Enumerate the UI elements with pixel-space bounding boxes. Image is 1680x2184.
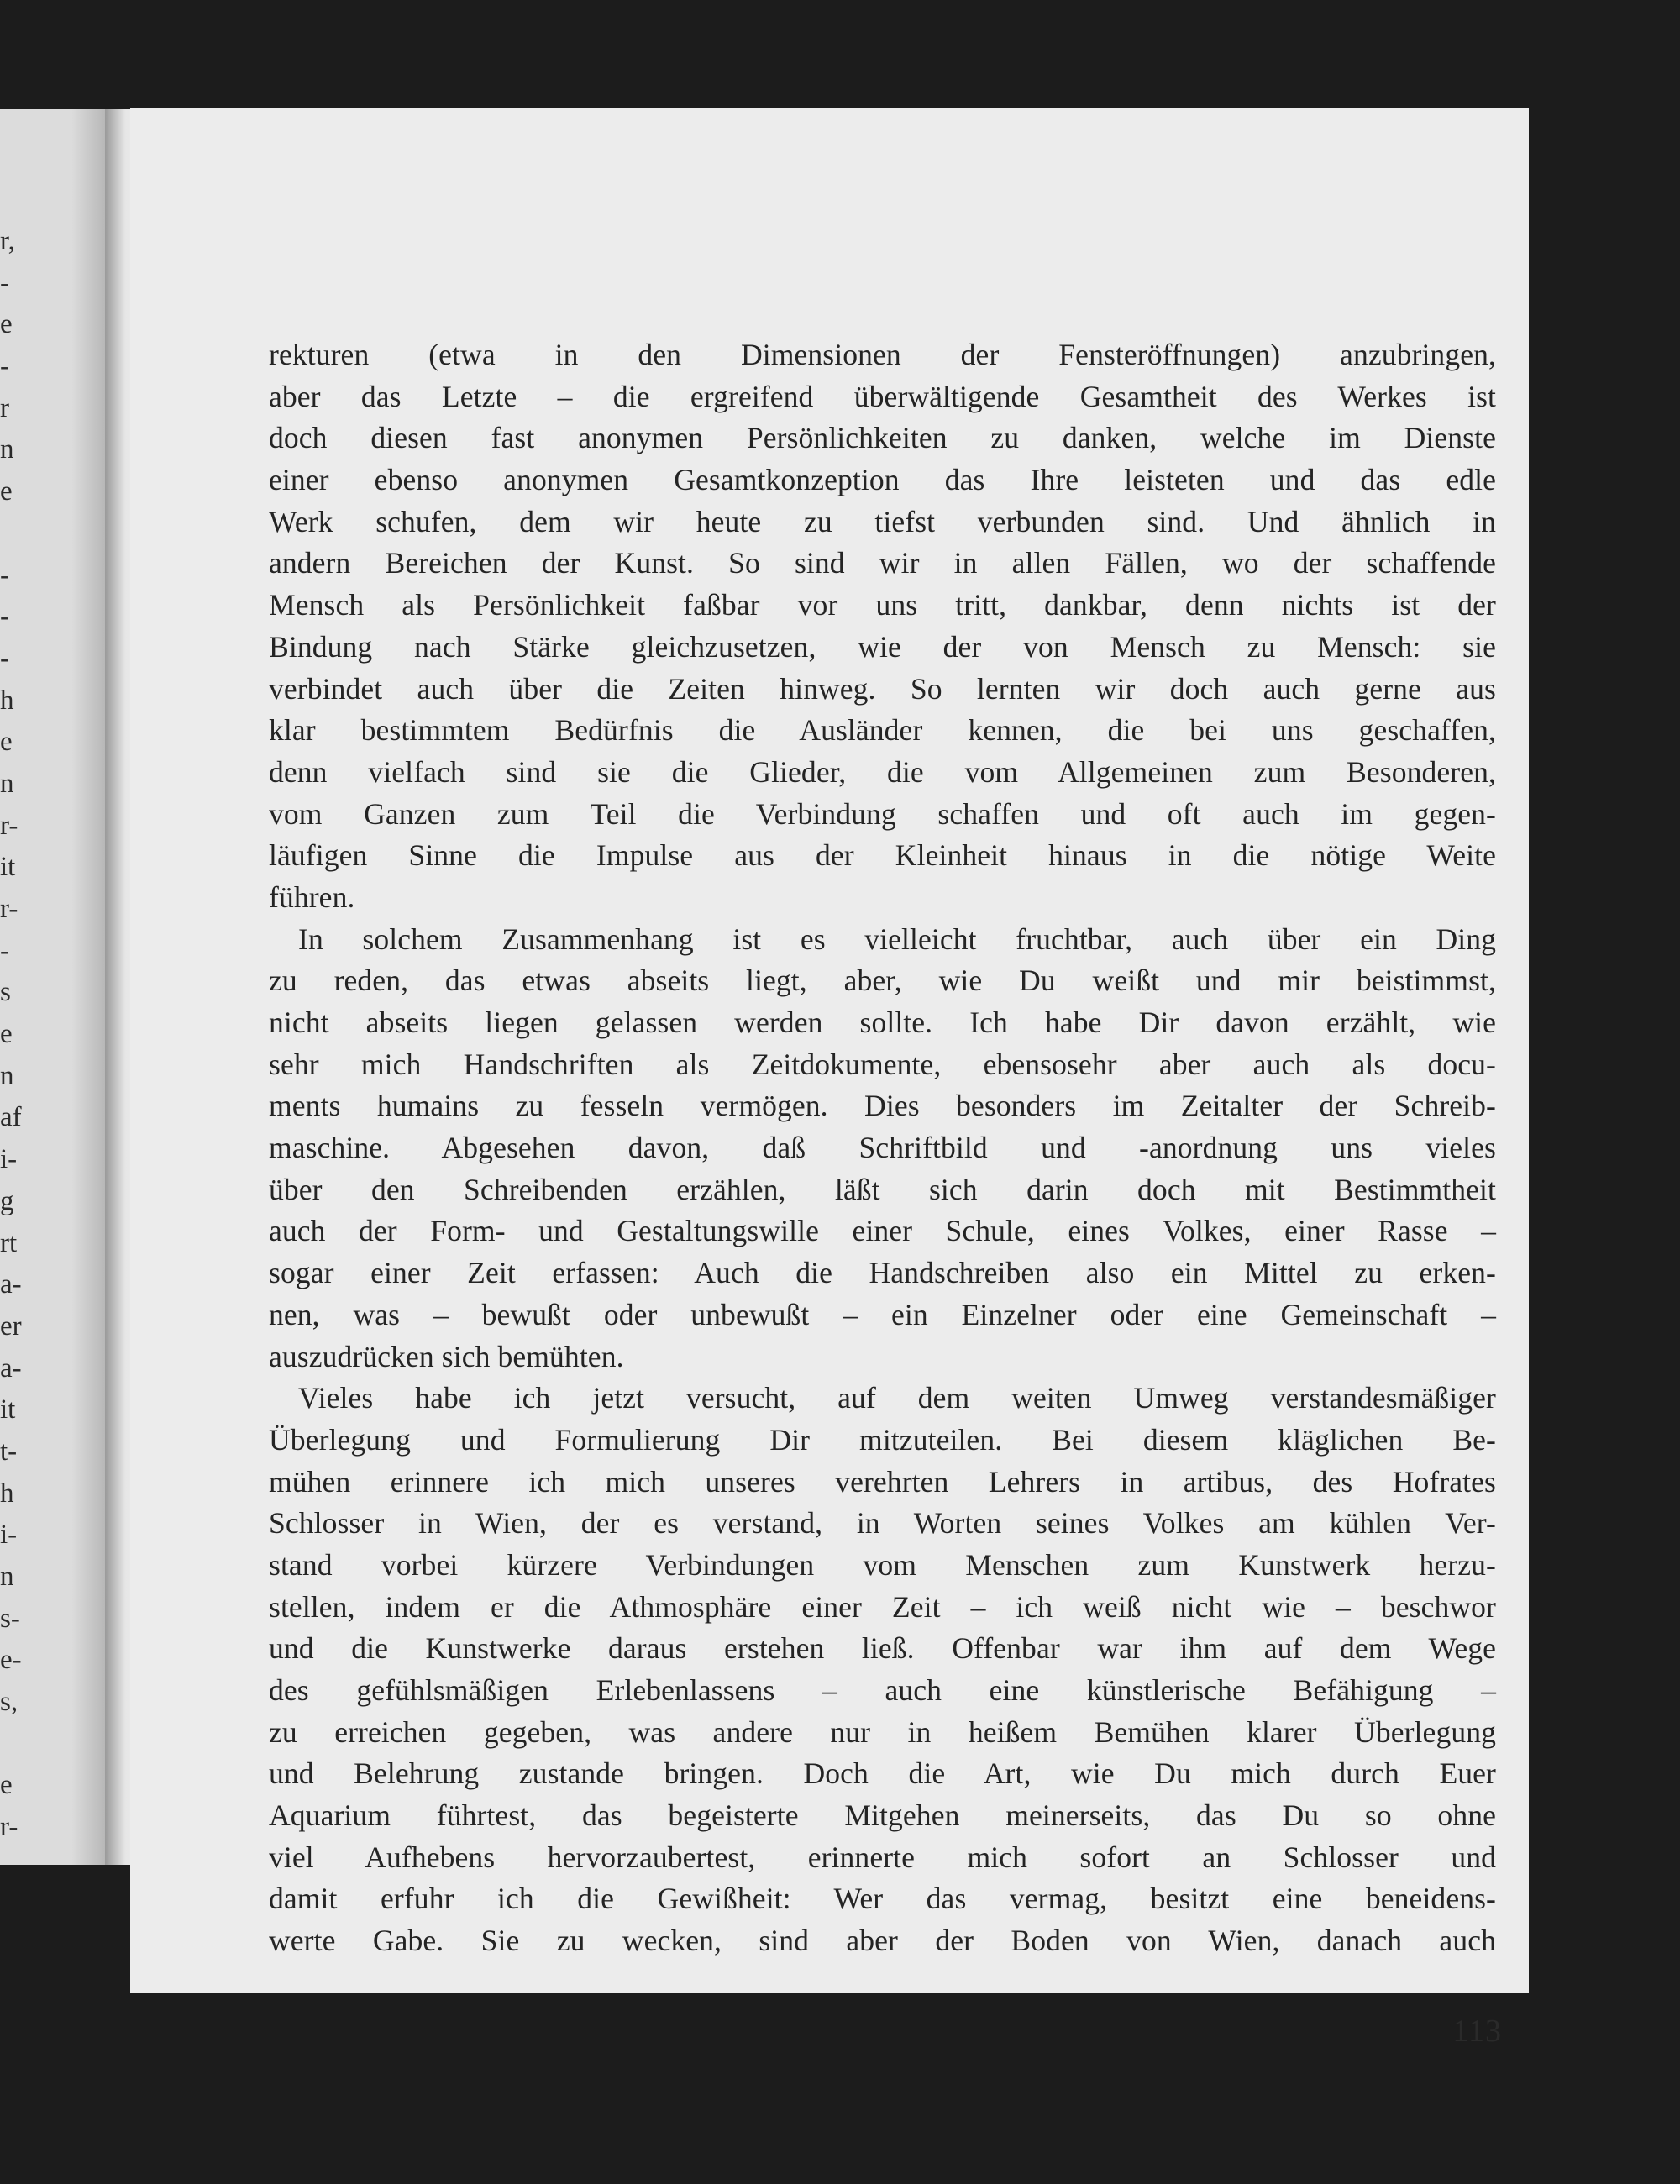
facing-page-fragment [0,1724,25,1766]
facing-page-fragment: s, [0,1687,18,1718]
facing-page-fragment: e [0,727,13,758]
text-line: In solchem Zusammenhang ist es vielleicht fruchtbar, auch über ein Ding [298,921,1496,956]
facing-page-fragment: t- [0,1436,18,1467]
facing-page-fragment: h [0,1478,14,1509]
facing-page-fragment: - [0,601,9,633]
text-line: Mensch als Persönlichkeit faßbar vor uns tritt, dankbar, denn nichts ist der [269,588,1496,622]
text-line: stand vorbei kürzere Verbindungen vom Menschen zum Kunstwerk herzu- [269,1547,1496,1582]
facing-page-fragment: a- [0,1269,22,1300]
text-line: andern Bereichen der Kunst. So sind wir in allen Fällen, wo der schaffende [269,546,1496,580]
facing-page-fragment: af [0,1102,22,1133]
text-line: zu reden, das etwas abseits liegt, aber, wie Du weißt und mir beistimmst, [269,963,1496,998]
facing-page-fragment: r- [0,810,18,841]
facing-page-fragment: n [0,768,14,799]
text-line: und die Kunstwerke daraus erstehen ließ. Offenbar war ihm auf dem Wege [269,1631,1496,1666]
text-line: Schlosser in Wien, der es verstand, in Worten seines Volkes am kühlen Ver- [269,1506,1496,1541]
text-line: sehr mich Handschriften als Zeitdokumente, ebensosehr aber auch als docu- [269,1047,1496,1081]
facing-page-fragment: - [0,559,9,591]
facing-page-fragment: n [0,1562,14,1592]
facing-page-fragment: e [0,1770,13,1801]
text-line: mühen erinnere ich mich unseres verehrten Lehrers in artibus, des Hofrates [269,1464,1496,1499]
text-line: vom Ganzen zum Teil die Verbindung schaffen und oft auch im gegen- [269,796,1496,831]
facing-page-fragment: it [0,1394,16,1425]
text-line: Vieles habe ich jetzt versucht, auf dem weiten Umweg verstandesmäßiger [298,1381,1496,1415]
facing-page-fragment: g [0,1185,14,1216]
text-line: klar bestimmtem Bedürfnis die Ausländer kennen, die bei uns geschaffen, [269,713,1496,748]
page-number: 113 [1452,2013,1502,2049]
facing-page-fragment: r, [0,226,15,256]
text-line: Aquarium führtest, das begeisterte Mitgehen meinerseits, das Du so ohne [269,1798,1496,1833]
text-line: Bindung nach Stärke gleichzusetzen, wie der von Mensch zu Mensch: sie [269,629,1496,664]
text-line: werte Gabe. Sie zu wecken, sind aber der Boden von Wien, danach auch [269,1924,1496,1958]
facing-page-fragment: e- [0,1645,22,1676]
facing-page-text-fragments [0,221,25,1849]
facing-page-fragment [0,513,25,555]
text-line: ments humains zu fesseln vermögen. Dies besonders im Zeitalter der Schreib- [269,1089,1496,1123]
text-line: viel Aufhebens hervorzaubertest, erinnerte mich sofort an Schlosser und [269,1840,1496,1874]
paragraph [269,334,1496,919]
facing-page-fragment: rt [0,1227,18,1258]
text-line: auszudrücken sich bemühten. [269,1339,624,1373]
text-line: und Belehrung zustande bringen. Doch die Art, wie Du mich durch Euer [269,1756,1496,1791]
facing-page-fragment: e [0,476,13,507]
text-line: stellen, indem er die Athmosphäre einer Zeit – ich weiß nicht wie – beschwor [269,1589,1496,1624]
facing-page [0,109,105,1865]
facing-page-fragment: - [0,267,9,298]
facing-page-fragment: s [0,977,11,1008]
text-line: Überlegung und Formulierung Dir mitzuteilen. Bei diesem kläglichen Be- [269,1422,1496,1457]
facing-page-fragment: - [0,935,9,966]
text-line: maschine. Abgesehen davon, daß Schriftbild und -anordnung uns vieles [269,1131,1496,1165]
facing-page-fragment: r- [0,894,18,924]
text-line: auch der Form- und Gestaltungswille einer Schule, eines Volkes, einer Rasse – [269,1214,1496,1248]
facing-page-fragment: - [0,643,9,674]
text-line: Werk schufen, dem wir heute zu tiefst verbunden sind. Und ähnlich in [269,504,1496,538]
facing-page-fragment: s- [0,1603,20,1634]
text-line: denn vielfach sind sie die Glieder, die vom Allgemeinen zum Besonderen, [269,754,1496,789]
text-line: nicht abseits liegen gelassen werden sollte. Ich habe Dir davon erzählt, wie [269,1005,1496,1039]
text-line: doch diesen fast anonymen Persönlichkeiten zu danken, welche im Dienste [269,421,1496,455]
facing-page-fragment: e [0,1019,13,1050]
text-line: des gefühlsmäßigen Erlebenlassens – auch eine künstlerische Befähigung – [269,1673,1496,1707]
facing-page-fragment: a- [0,1352,22,1383]
text-line: zu erreichen gegeben, was andere nur in heißem Bemühen klarer Überlegung [269,1714,1496,1749]
text-line: sogar einer Zeit erfassen: Auch die Handschreiben also ein Mittel zu erken- [269,1256,1496,1290]
paragraph [269,1378,1496,1962]
facing-page-fragment: h [0,685,14,716]
text-line: rekturen (etwa in den Dimensionen der Fensteröffnungen) anzubringen, [269,338,1496,371]
text-line: damit erfuhr ich die Gewißheit: Wer das vermag, besitzt eine beneidens- [269,1882,1496,1916]
facing-page-fragment: n [0,1060,14,1091]
facing-page-fragment: i- [0,1144,18,1175]
facing-page-fragment: e [0,309,13,340]
facing-page-fragment: i- [0,1520,18,1551]
facing-page-fragment: r- [0,1812,18,1843]
facing-page-fragment: it [0,852,16,883]
paragraph [269,919,1496,1378]
text-line: nen, was – bewußt oder unbewußt – ein Einzelner oder eine Gemeinschaft – [269,1297,1496,1331]
facing-page-fragment: - [0,351,9,382]
body-text [269,334,1496,1962]
facing-page-fragment: n [0,434,14,465]
facing-page-fragment: r [0,392,9,423]
text-line: verbindet auch über die Zeiten hinweg. So lernten wir doch auch gerne aus [269,671,1496,706]
text-line: läufigen Sinne die Impulse aus der Kleinheit hinaus in die nötige Weite [269,838,1496,873]
text-line: aber das Letzte – die ergreifend überwältigende Gesamtheit des Werkes ist [269,379,1496,413]
text-line: führen. [269,879,355,914]
page-gutter-shadow [71,109,105,1865]
facing-page-fragment: er [0,1310,22,1341]
book-page [130,108,1529,2049]
text-line: einer ebenso anonymen Gesamtkonzeption das Ihre leisteten und das edle [269,463,1496,497]
text-line: über den Schreibenden erzählen, läßt sich darin doch mit Bestimmtheit [269,1172,1496,1206]
